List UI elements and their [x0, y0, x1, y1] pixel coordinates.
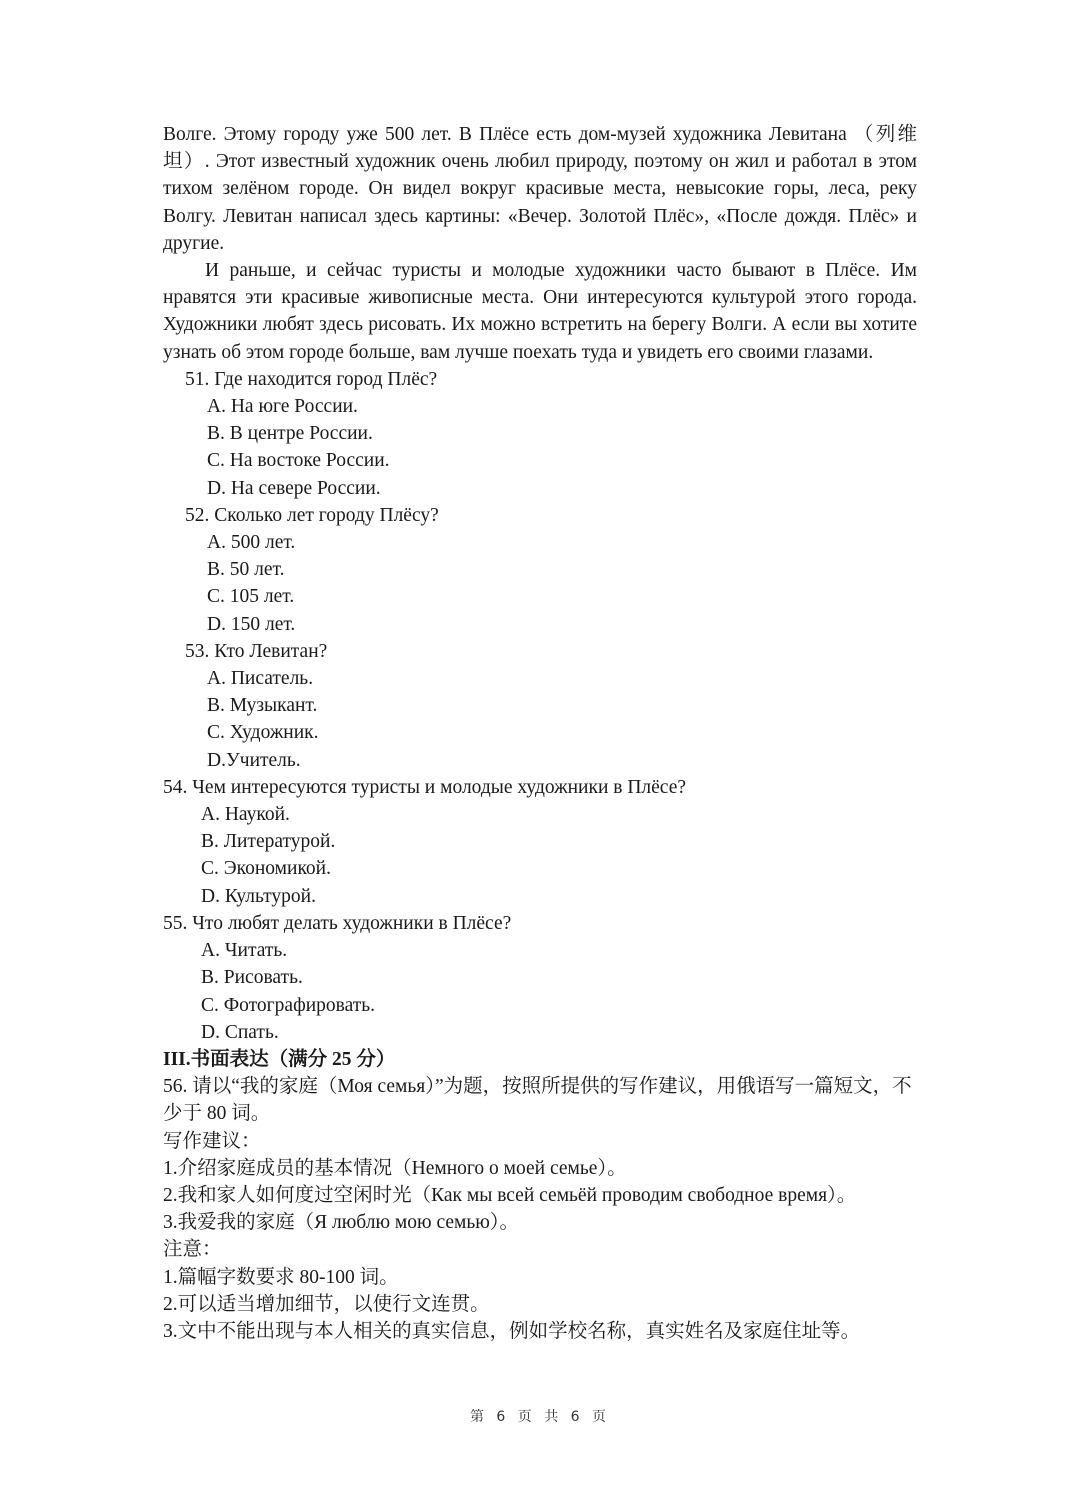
question-51	[163, 366, 917, 502]
option-c: C. Экономикой.	[201, 858, 331, 880]
question-text: 51. Где находится город Плёс?	[185, 368, 438, 390]
option-d: D. Спать.	[201, 1021, 279, 1043]
section-title: III.书面表达（满分 25 分）	[163, 1048, 396, 1070]
suggestion-3: 3.我爱我的家庭（Я люблю мою семью）。	[163, 1212, 520, 1234]
note-2: 2.可以适当增加细节，以使行文连贯。	[163, 1293, 490, 1315]
question-52	[163, 502, 917, 638]
question-text: 52. Сколько лет городу Плёсу?	[185, 504, 439, 526]
note-1: 1.篇幅字数要求 80-100 词。	[163, 1266, 399, 1288]
notes-label: 注意：	[163, 1239, 222, 1261]
option-b: B. Рисовать.	[201, 967, 303, 989]
question-53	[163, 638, 917, 774]
option-a: A. Наукой.	[201, 804, 290, 826]
option-d: D. 150 лет.	[207, 613, 296, 635]
suggestions-label: 写作建议：	[163, 1130, 261, 1152]
question-text: 53. Кто Левитан?	[185, 640, 328, 662]
question-text: 55. Что любят делать художники в Плёсе?	[163, 912, 512, 934]
option-b: B. Музыкант.	[207, 695, 318, 717]
question-55	[163, 910, 917, 1046]
option-a: A. 500 лет.	[207, 532, 296, 554]
option-d: D. Культурой.	[201, 885, 316, 907]
note-3: 3.文中不能出现与本人相关的真实信息，例如学校名称，真实姓名及家庭住址等。	[163, 1320, 861, 1342]
option-b: B. Литературой.	[201, 831, 336, 853]
suggestion-2: 2.我和家人如何度过空闲时光（Как мы всей семьёй проводим свободное время）。	[163, 1184, 857, 1206]
exam-page	[163, 121, 917, 1345]
question-54	[163, 774, 917, 910]
option-c: C. Художник.	[207, 722, 319, 744]
suggestion-1: 1.介绍家庭成员的基本情况（Немного о моей семье）。	[163, 1157, 627, 1179]
writing-prompt: 56. 请以“我的家庭（Моя семья）”为题，按照所提供的写作建议，用俄语写一篇短文，不少于 80 词。	[163, 1076, 912, 1125]
option-b: B. 50 лет.	[207, 559, 285, 581]
question-text: 54. Чем интересуются туристы и молодые художники в Плёсе?	[163, 776, 687, 798]
option-c: C. Фотографировать.	[201, 994, 376, 1016]
option-a: A. Читать.	[201, 940, 288, 962]
passage-paragraph-1: Волге. Этому городу уже 500 лет. В Плёсе есть дом-музей художника Левитана （列维坦）. Этот известный художник очень любил природу, поэтому он жил и работал в этом тихом зелёном городе. Он видел вокруг красивые места, невысокие горы, леса, реку Волгу. Левитан написал здесь картины: «Вечер. Золотой Плёс», «После дождя. Плёс» и другие.	[163, 124, 917, 254]
option-d: D. На севере России.	[207, 477, 381, 499]
option-c: C. 105 лет.	[207, 586, 295, 608]
writing-section	[163, 1046, 917, 1345]
option-a: A. На юге России.	[207, 396, 358, 418]
page-indicator: 第 6 页 共 6 页	[469, 1409, 611, 1425]
option-b: B. В центре России.	[207, 423, 373, 445]
reading-passage	[163, 121, 917, 366]
option-c: C. На востоке России.	[207, 450, 390, 472]
passage-paragraph-2: И раньше, и сейчас туристы и молодые художники часто бывают в Плёсе. Им нравятся эти красивые живописные места. Они интересуются культурой этого города. Художники любят здесь рисовать. Их можно встретить на берегу Волги. А если вы хотите узнать об этом городе больше, вам лучше поехать туда и увидеть его своими глазами.	[163, 260, 917, 363]
option-d: D.Учитель.	[207, 749, 301, 771]
option-a: A. Писатель.	[207, 668, 314, 690]
